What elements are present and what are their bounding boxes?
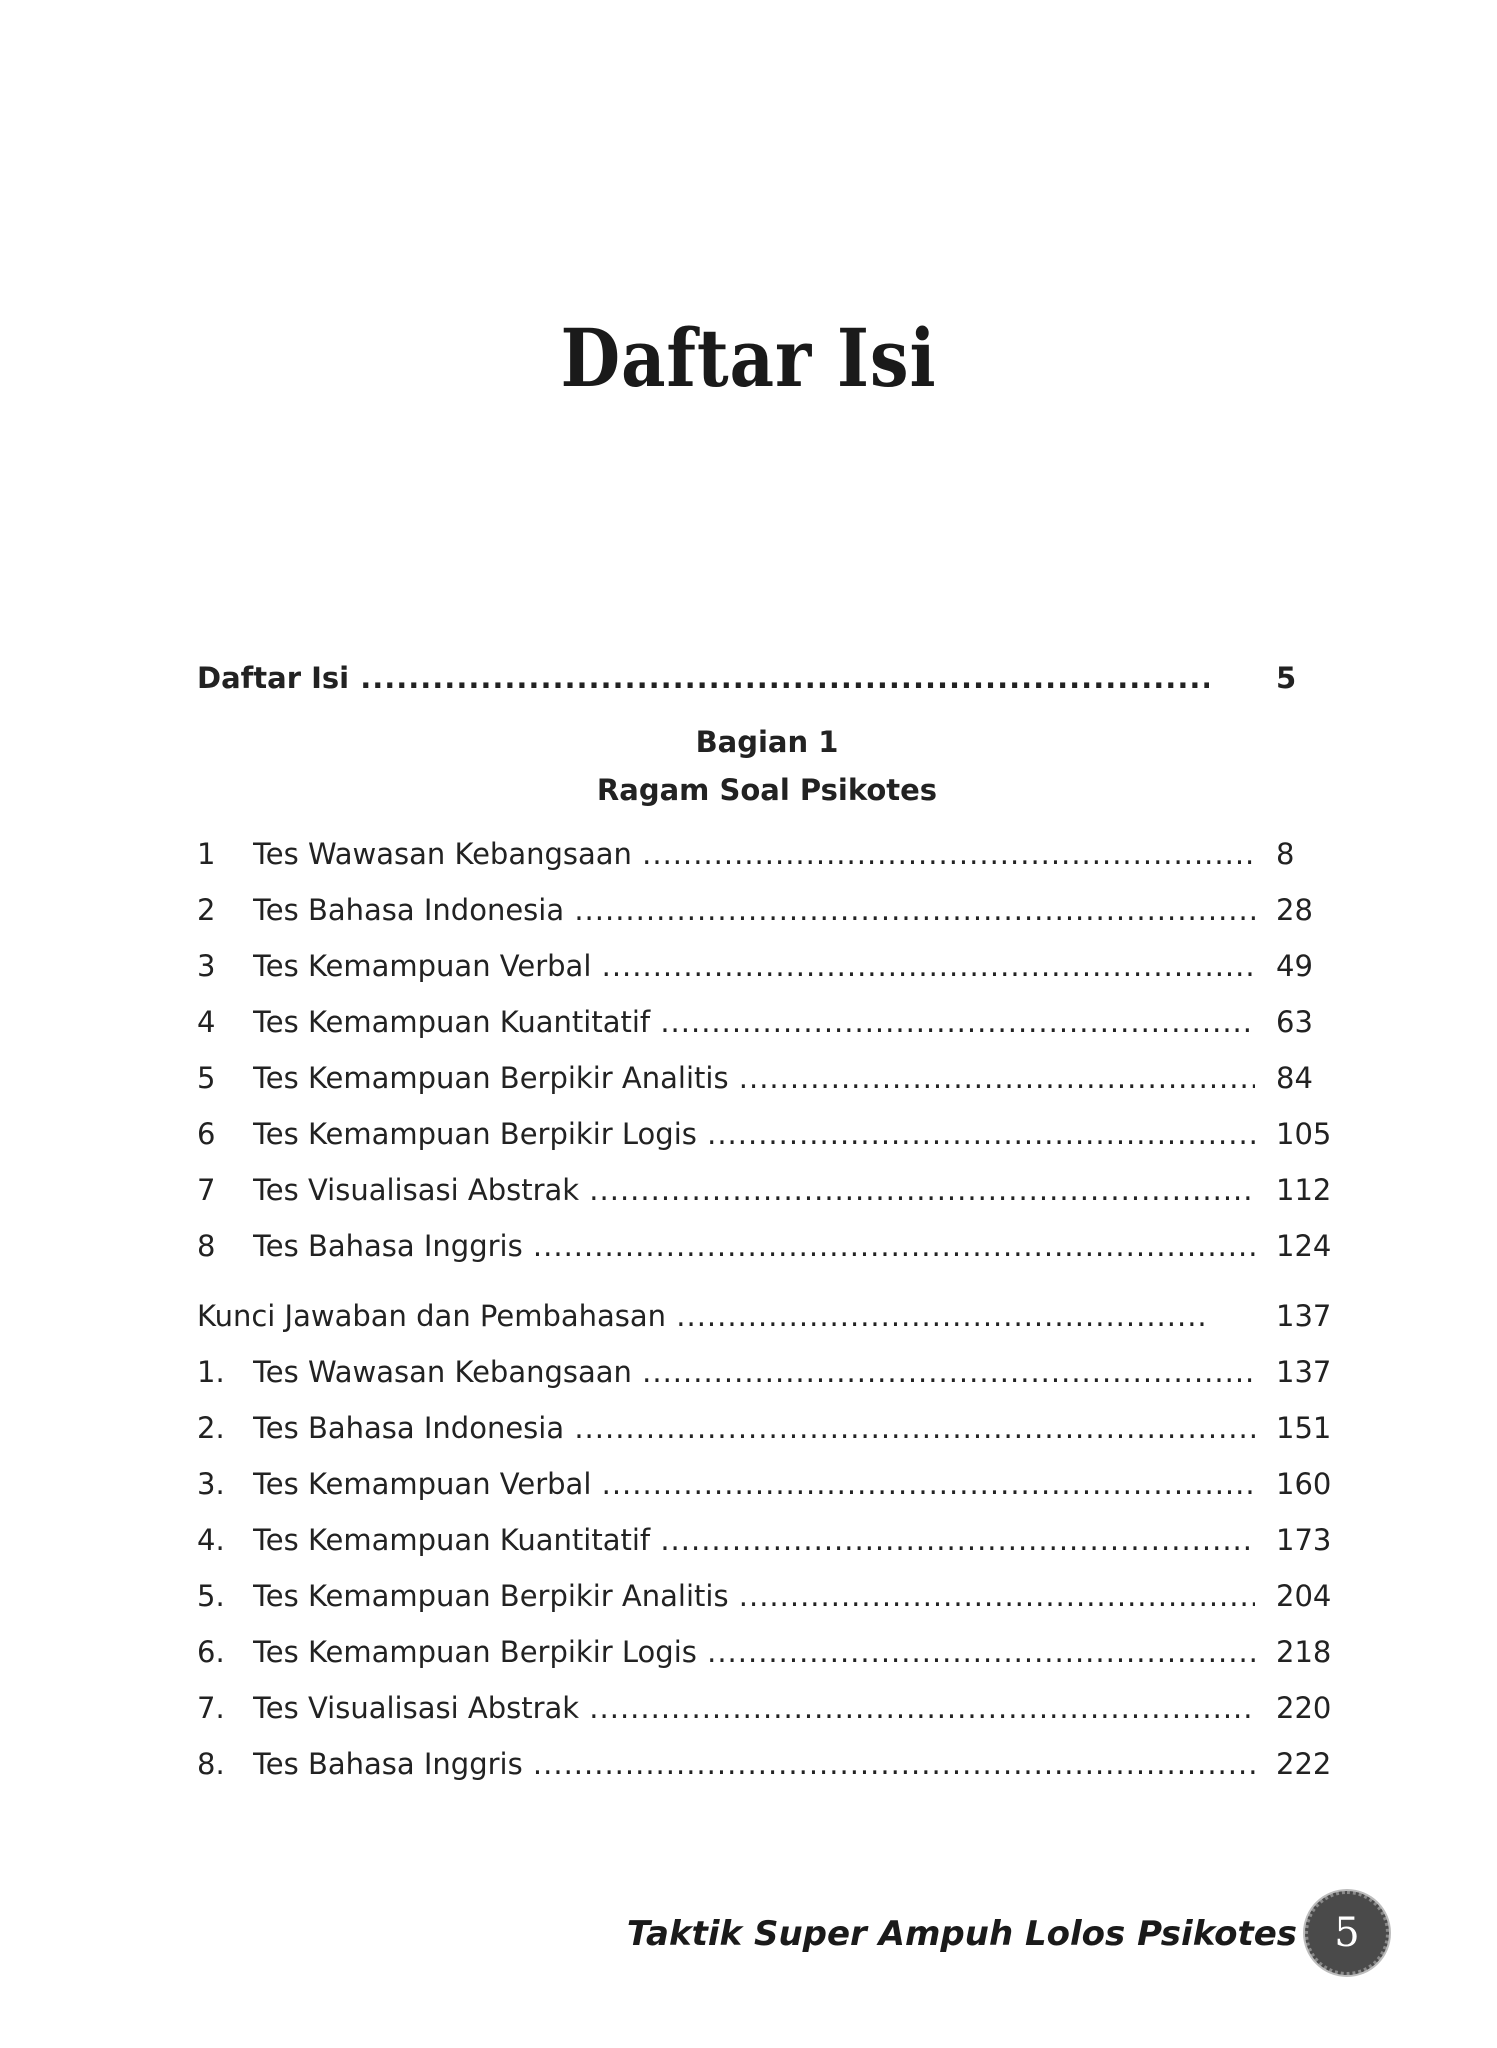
toc-entry-label: Tes Kemampuan Berpikir Analitis [253,1579,729,1613]
toc-entry-page: 220 [1276,1691,1332,1725]
toc-entry[interactable] [197,1736,1337,1792]
toc-entry-label: Daftar Isi [197,661,350,695]
toc-entry-number: 8. [197,1747,225,1781]
toc-entry[interactable] [197,826,1337,882]
toc-entry-number: 5 [197,1061,216,1095]
toc-entry-number: 6 [197,1117,216,1151]
toc-entry-number: 7. [197,1691,225,1725]
toc-entry-number: 7 [197,1173,216,1207]
page-title: Daftar Isi [560,311,937,405]
toc-entry-page: 173 [1276,1523,1332,1557]
toc-entry-number: 4. [197,1523,225,1557]
toc-entry[interactable] [197,1512,1337,1568]
toc-entry-page: 151 [1276,1411,1332,1445]
toc-entry-label: Tes Bahasa Inggris [253,1229,523,1263]
toc-entry-label: Tes Kemampuan Berpikir Logis [253,1635,697,1669]
toc-entry[interactable] [197,1106,1337,1162]
table-of-contents [197,650,1337,1792]
toc-entry-daftar-isi[interactable] [197,650,1337,706]
toc-entry-number: 8 [197,1229,216,1263]
toc-entry-page: 222 [1276,1747,1332,1781]
toc-entry-label: Tes Kemampuan Kuantitatif [253,1523,651,1557]
toc-entry-label: Tes Kemampuan Verbal [253,1467,592,1501]
toc-entry[interactable] [197,1050,1337,1106]
toc-entry-page: 49 [1276,949,1313,983]
toc-entry[interactable] [197,994,1337,1050]
toc-entry-number: 2 [197,893,216,927]
toc-entry-label: Tes Bahasa Inggris [253,1747,523,1781]
toc-entry-label: Kunci Jawaban dan Pembahasan [197,1299,667,1333]
toc-entry-number: 1 [197,837,216,871]
section-heading-line2: Ragam Soal Psikotes [596,773,938,807]
section-heading [0,718,1337,814]
toc-entry-page: 105 [1276,1117,1332,1151]
toc-entry-label: Tes Wawasan Kebangsaan [253,1355,632,1389]
toc-entry-page: 84 [1276,1061,1313,1095]
toc-entry-label: Tes Kemampuan Verbal [253,949,592,983]
toc-entry-page: 8 [1276,837,1295,871]
toc-entry-label: Tes Kemampuan Berpikir Analitis [253,1061,729,1095]
toc-entry-number: 3 [197,949,216,983]
toc-entry-page: 5 [1276,661,1297,695]
toc-entry[interactable] [197,1624,1337,1680]
toc-entry-number: 4 [197,1005,216,1039]
toc-entry-number: 1. [197,1355,225,1389]
toc-entry[interactable] [197,1568,1337,1624]
toc-entry-page: 218 [1276,1635,1332,1669]
toc-entry[interactable] [197,1456,1337,1512]
toc-entry[interactable] [197,1400,1337,1456]
toc-entry-label: Tes Wawasan Kebangsaan [253,837,632,871]
toc-entry-label: Tes Kemampuan Berpikir Logis [253,1117,697,1151]
toc-entry-label: Tes Bahasa Indonesia [253,1411,565,1445]
toc-entry-label: Tes Kemampuan Kuantitatif [253,1005,651,1039]
toc-entry-label: Tes Visualisasi Abstrak [253,1691,580,1725]
toc-entry-number: 6. [197,1635,225,1669]
toc-entry-page: 63 [1276,1005,1313,1039]
toc-part1-list [197,826,1337,1274]
section-heading-line1: Bagian 1 [695,725,839,759]
toc-entry[interactable] [197,1344,1337,1400]
toc-entry-page: 160 [1276,1467,1332,1501]
toc-entry-number: 2. [197,1411,225,1445]
toc-entry-number: 3. [197,1467,225,1501]
toc-entry[interactable] [197,1162,1337,1218]
toc-entry-label: Tes Bahasa Indonesia [253,893,565,927]
toc-entry[interactable] [197,938,1337,994]
toc-entry[interactable] [197,1680,1337,1736]
toc-entry-number: 5. [197,1579,225,1613]
toc-entry-page: 124 [1276,1229,1332,1263]
toc-entry[interactable] [197,882,1337,938]
toc-entry-page: 137 [1276,1299,1332,1333]
toc-part2-list [197,1344,1337,1792]
toc-entry-label: Tes Visualisasi Abstrak [253,1173,580,1207]
toc-entry-page: 28 [1276,893,1313,927]
toc-entry-page: 112 [1276,1173,1332,1207]
toc-entry-answers[interactable] [197,1288,1337,1344]
page-number-badge: 5 [1305,1891,1389,1975]
footer-book-title: Taktik Super Ampuh Lolos Psikotes [626,1914,1297,1954]
toc-entry-page: 204 [1276,1579,1332,1613]
toc-entry[interactable] [197,1218,1337,1274]
toc-entry-page: 137 [1276,1355,1332,1389]
